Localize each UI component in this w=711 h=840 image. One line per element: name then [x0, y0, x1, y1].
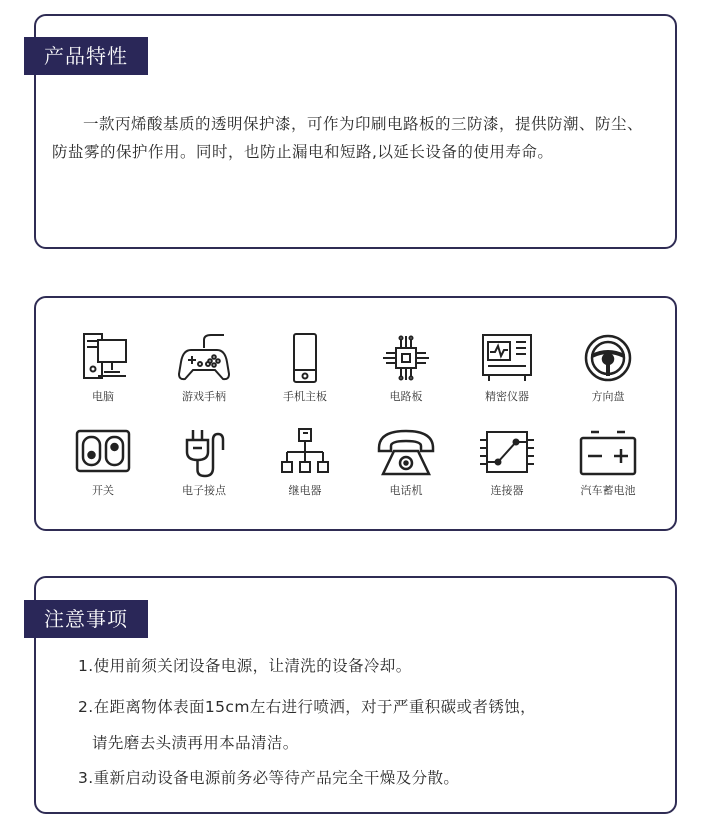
steering-wheel-icon	[573, 332, 643, 384]
circuit-board-icon	[371, 332, 441, 384]
application-item-circuit-board	[356, 332, 456, 404]
relay-icon	[270, 426, 340, 478]
applications-card	[34, 296, 677, 531]
notice-item: 2.在距离物体表面15cm左右进行喷洒，对于严重积碳或者锈蚀，	[78, 698, 537, 716]
application-label: 汽车蓄电池	[580, 484, 636, 497]
application-label: 方向盘	[591, 390, 625, 403]
connector-icon	[472, 426, 542, 478]
notice-item-continuation: 请先磨去头渍再用本品清洁。	[92, 734, 299, 752]
precision-instrument-icon	[472, 332, 542, 384]
application-label: 开关	[92, 484, 114, 497]
application-label: 继电器	[288, 484, 322, 497]
plug-icon	[169, 426, 239, 478]
application-label: 电话机	[389, 484, 423, 497]
notice-card	[34, 576, 677, 814]
features-heading: 产品特性	[24, 37, 148, 75]
application-item-connector	[457, 426, 557, 498]
application-item-plug	[154, 426, 254, 498]
gamepad-icon	[169, 332, 239, 384]
application-item-precision-instrument	[457, 332, 557, 404]
notice-item: 1.使用前须关闭设备电源，让清洗的设备冷却。	[78, 657, 412, 675]
product-features-card	[34, 14, 677, 249]
switch-icon	[68, 426, 138, 478]
application-item-car-battery	[558, 426, 658, 498]
notice-item: 3.重新启动设备电源前务必等待产品完全干燥及分散。	[78, 769, 460, 787]
notice-heading: 注意事项	[24, 600, 148, 638]
application-label: 电子接点	[182, 484, 226, 497]
application-item-relay	[255, 426, 355, 498]
application-item-phone-board	[255, 332, 355, 404]
application-item-gamepad	[154, 332, 254, 404]
application-item-telephone	[356, 426, 456, 498]
application-label: 游戏手柄	[182, 390, 226, 403]
applications-grid	[36, 298, 675, 529]
computer-icon	[68, 332, 138, 384]
application-item-steering-wheel	[558, 332, 658, 404]
car-battery-icon	[573, 426, 643, 478]
application-label: 精密仪器	[485, 390, 529, 403]
features-description: 一款丙烯酸基质的透明保护漆，可作为印刷电路板的三防漆，提供防潮、防尘、防盐雾的保护作用。同时，也防止漏电和短路,以延长设备的使用寿命。	[52, 115, 644, 161]
application-label: 电路板	[389, 390, 423, 403]
phone-board-icon	[270, 332, 340, 384]
telephone-icon	[371, 426, 441, 478]
application-item-switch	[53, 426, 153, 498]
application-item-computer	[53, 332, 153, 404]
application-label: 电脑	[92, 390, 114, 403]
application-label: 连接器	[490, 484, 524, 497]
application-label: 手机主板	[283, 390, 327, 403]
